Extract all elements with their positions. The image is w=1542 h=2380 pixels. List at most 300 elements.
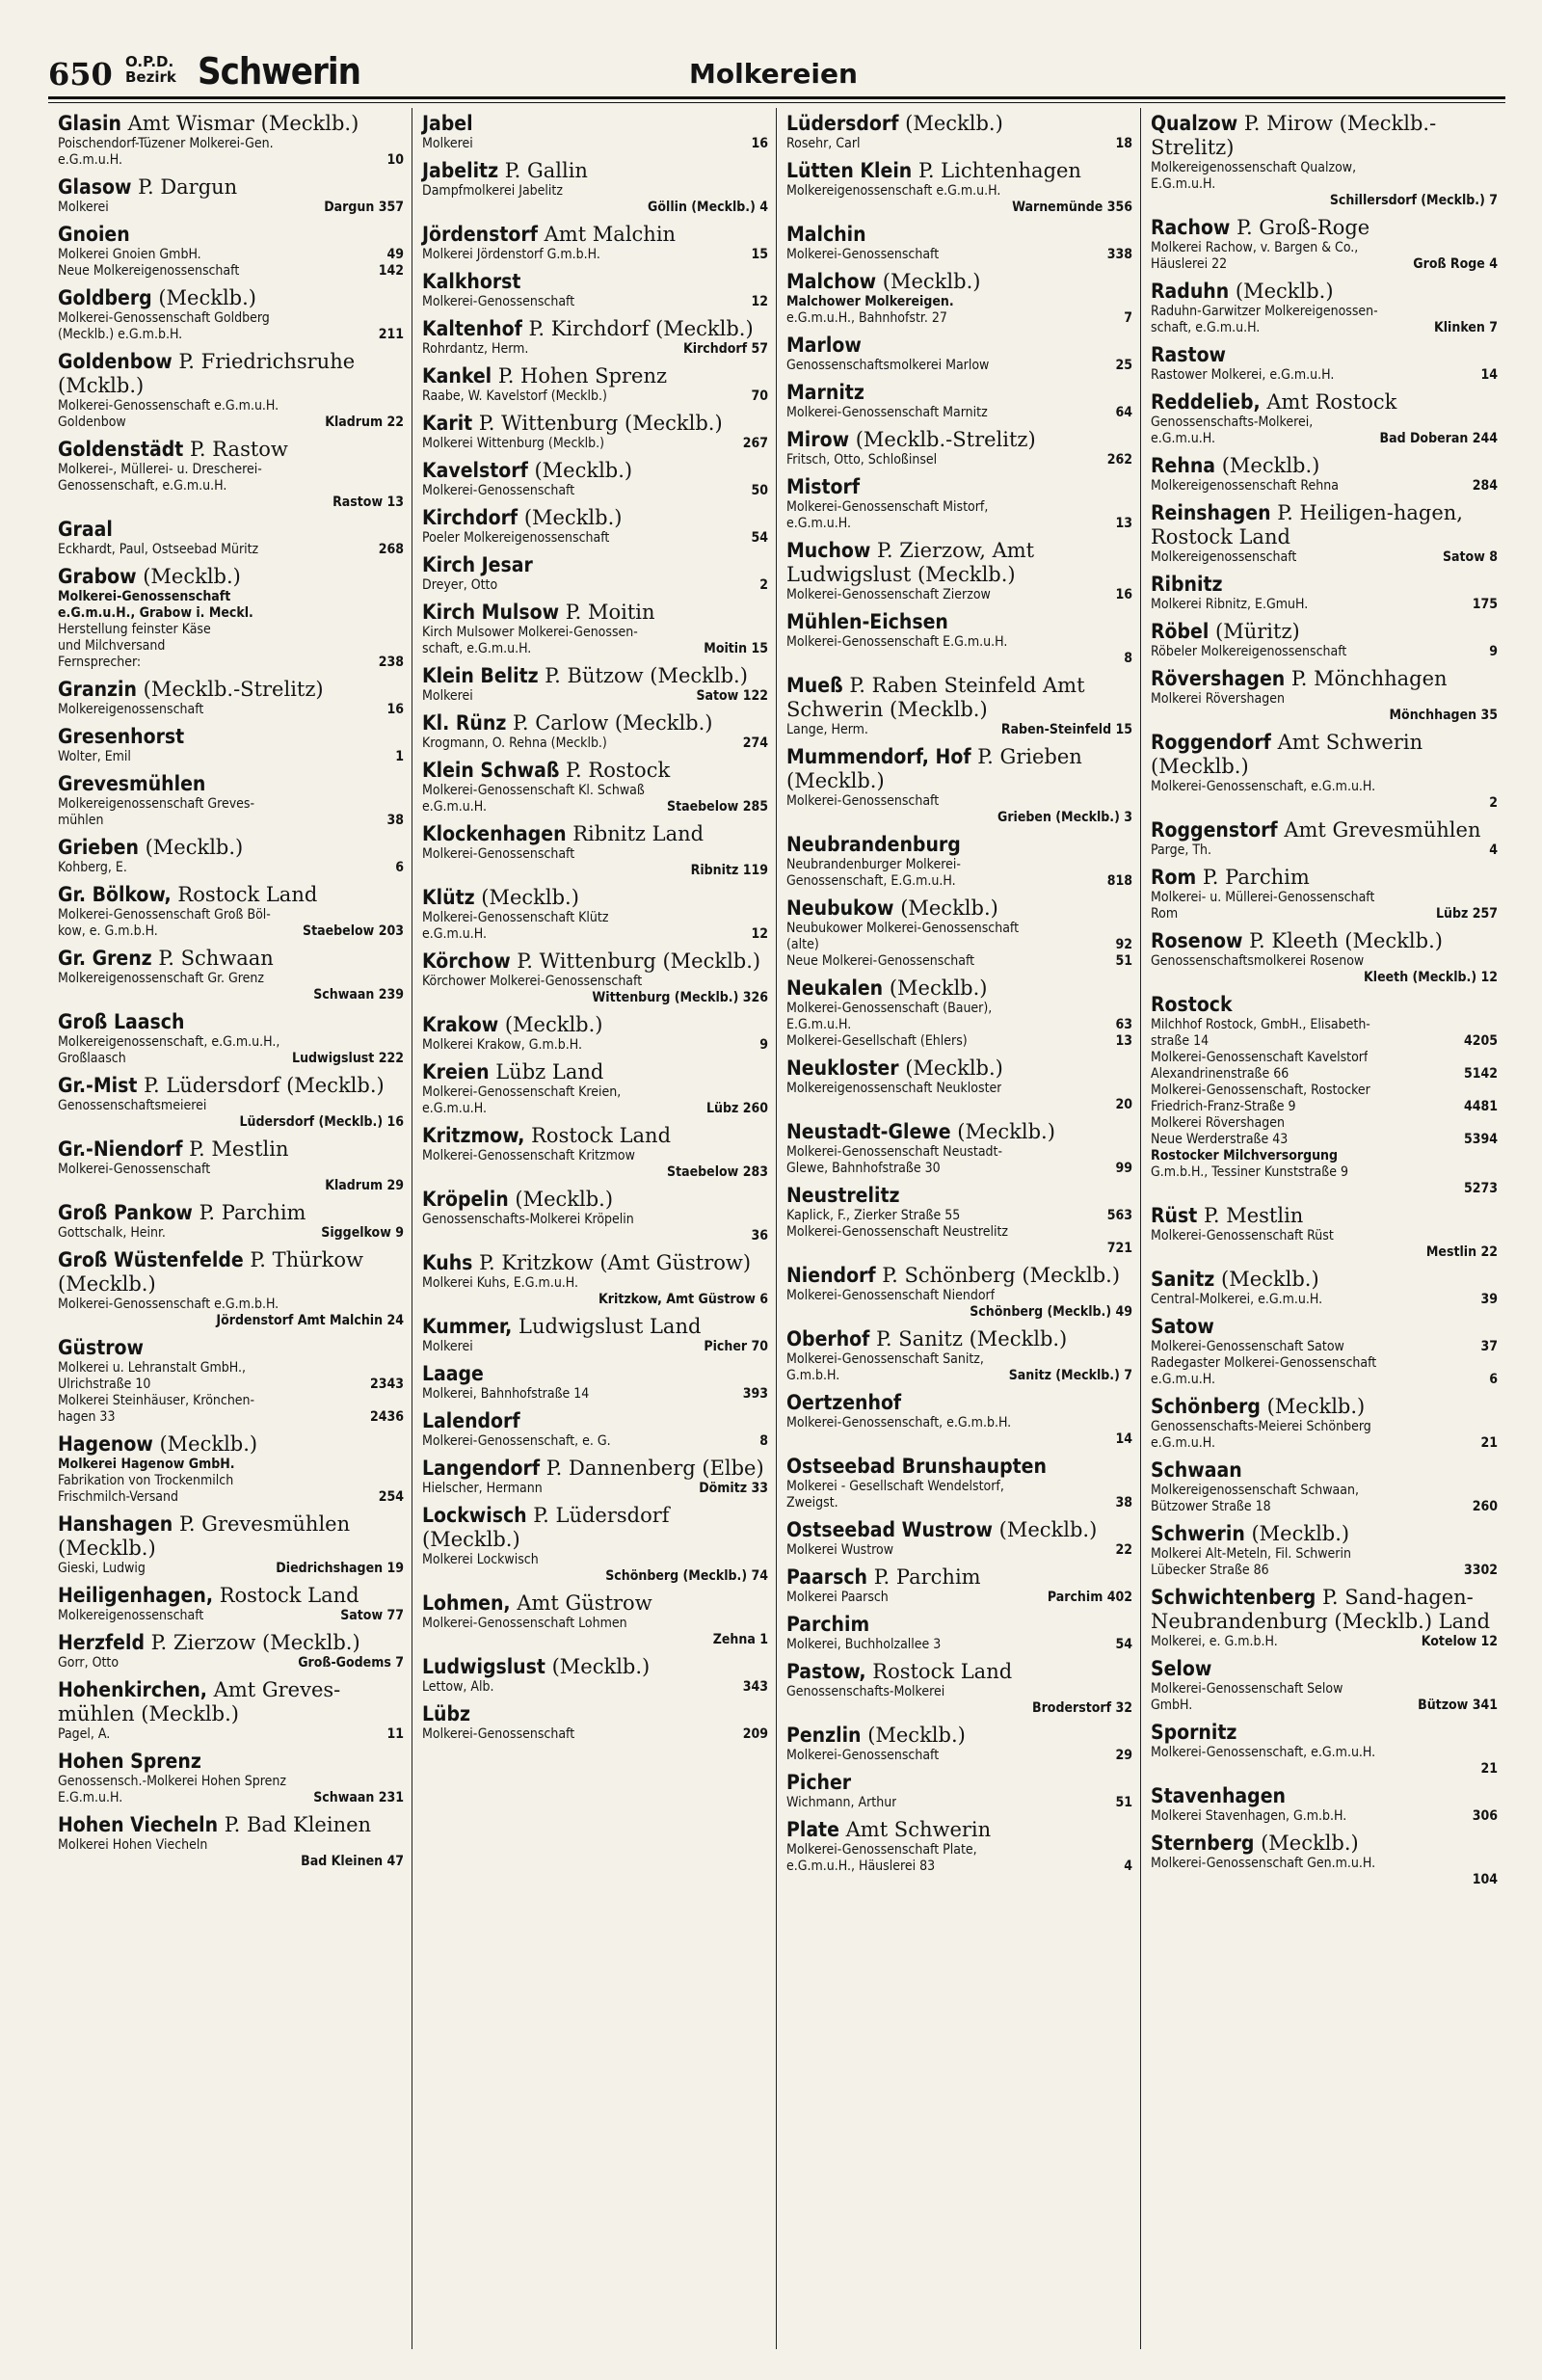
listing-line — [1151, 1681, 1498, 1698]
listing-line — [1151, 1115, 1498, 1132]
postal-info: P. Rostock — [566, 759, 671, 782]
listing-text: Wolter, Emil — [58, 749, 131, 764]
district-label — [125, 54, 176, 85]
entry-heading — [786, 475, 1132, 499]
town-name: Gr.-Mist — [58, 1074, 138, 1097]
listing-line — [786, 953, 1132, 970]
directory-entry — [786, 381, 1132, 421]
listing-line — [422, 436, 768, 452]
phone-number: 8 — [759, 1433, 768, 1449]
listing-text: Molkerei-Genossenschaft — [58, 1162, 211, 1177]
directory-entry — [422, 506, 768, 547]
listing-text: Molkereigenossenschaft Qualzow, — [1151, 160, 1357, 175]
listing-line — [786, 1224, 1132, 1241]
directory-entry — [786, 1455, 1132, 1511]
entry-heading — [1151, 929, 1498, 953]
listing-line — [786, 1684, 1132, 1700]
listing-line — [422, 1148, 768, 1164]
listing-text: Großlaasch — [58, 1051, 126, 1066]
listing-text: Molkerei-Genossenschaft Neustrelitz — [786, 1224, 1008, 1240]
directory-columns — [48, 108, 1505, 2349]
listing-line — [786, 499, 1132, 516]
town-name: Granzin — [58, 678, 137, 701]
listing-text: Molkereigenossenschaft, e.G.m.u.H., — [58, 1034, 280, 1050]
district-label-line2: Bezirk — [125, 68, 176, 86]
listing-text: Molkereigenossenschaft — [1151, 549, 1297, 565]
postal-info: P. Mestlin — [1203, 1204, 1304, 1227]
postal-info: Rostock Land — [531, 1124, 672, 1147]
entry-heading — [422, 711, 768, 735]
town-name: Hanshagen — [58, 1512, 173, 1536]
phone-number: Bad Kleinen 47 — [301, 1854, 404, 1869]
listing-line — [1151, 1634, 1498, 1650]
listing-text: e.G.m.u.H. — [58, 152, 122, 168]
listing-line — [58, 1837, 404, 1854]
directory-entry — [1151, 1268, 1498, 1308]
phone-number: 563 — [1106, 1208, 1132, 1223]
phone-number: Schwaan 239 — [313, 987, 404, 1003]
directory-entry — [1151, 1458, 1498, 1515]
directory-entry — [422, 1315, 768, 1355]
postal-info: (Mecklb.) — [515, 1188, 614, 1211]
listing-line — [786, 405, 1132, 421]
listing-text: Molkerei Hohen Viecheln — [58, 1837, 208, 1853]
entry-heading — [422, 506, 768, 530]
phone-number: 14 — [1480, 367, 1498, 383]
listing-line — [58, 1114, 404, 1131]
town-name: Rehna — [1151, 454, 1216, 477]
listing-text: Molkerei-Genossenschaft — [422, 294, 575, 309]
phone-number: 63 — [1115, 1017, 1132, 1032]
listing-text: Molkerei-Genossenschaft Zierzow — [786, 587, 991, 602]
directory-page — [39, 35, 1513, 2348]
phone-number: 5394 — [1463, 1132, 1498, 1147]
town-name: Gr. Grenz — [58, 947, 152, 970]
listing-text: Neubrandenburger Molkerei- — [786, 857, 961, 872]
entry-heading — [1151, 1721, 1498, 1745]
directory-entry — [786, 334, 1132, 374]
postal-info: (Mecklb.) — [1261, 1832, 1359, 1855]
directory-entry — [58, 1512, 404, 1577]
entry-heading — [786, 159, 1132, 183]
postal-info: Rostock Land — [177, 883, 318, 906]
listing-line — [1151, 1856, 1498, 1872]
entry-heading — [422, 459, 768, 483]
listing-text: Molkerei-Genossenschaft — [422, 1726, 575, 1742]
listing-line — [1151, 1483, 1498, 1499]
listing-text: kow, e. G.m.b.H. — [58, 923, 158, 939]
listing-line — [58, 1162, 404, 1178]
listing-text: Molkerei-Genossenschaft, Rostocker — [1151, 1083, 1370, 1098]
directory-entry — [786, 1327, 1132, 1384]
listing-line — [58, 1051, 404, 1067]
listing-text: Molkerei Alt-Meteln, Fil. Schwerin — [1151, 1546, 1351, 1562]
postal-info: (Mecklb.) — [1221, 1268, 1319, 1291]
entry-heading — [786, 1724, 1132, 1748]
listing-line — [786, 1842, 1132, 1859]
directory-entry — [786, 1613, 1132, 1653]
town-name: Heiligenhagen, — [58, 1584, 214, 1607]
entry-heading — [58, 286, 404, 310]
directory-entry — [58, 1074, 404, 1131]
entry-heading — [58, 678, 404, 702]
listing-line — [1151, 691, 1498, 708]
directory-entry — [1151, 620, 1498, 660]
directory-entry — [786, 1818, 1132, 1875]
listing-text: Molkerei-Genossenschaft — [422, 846, 575, 862]
phone-number: Kladrum 29 — [325, 1178, 404, 1193]
entry-heading — [1151, 1784, 1498, 1808]
entry-heading — [422, 112, 768, 136]
town-name: Rastow — [1151, 343, 1227, 366]
entry-heading — [58, 175, 404, 200]
entry-heading — [786, 270, 1132, 294]
directory-entry — [786, 1056, 1132, 1113]
listing-line — [786, 310, 1132, 327]
directory-entry — [786, 1264, 1132, 1321]
town-name: Ostseebad Brunshaupten — [786, 1455, 1047, 1478]
directory-entry — [58, 286, 404, 343]
entry-heading — [1151, 620, 1498, 644]
listing-text: Zweigst. — [786, 1495, 838, 1511]
town-name: Lübz — [422, 1702, 471, 1725]
entry-heading — [422, 1124, 768, 1148]
listing-line — [422, 1552, 768, 1568]
postal-info: P. Mirow (Mecklb.-Strelitz) — [1151, 112, 1437, 159]
phone-number: 104 — [1472, 1872, 1498, 1887]
listing-line — [1151, 549, 1498, 566]
town-name: Schönberg — [1151, 1395, 1261, 1418]
phone-number: 818 — [1106, 873, 1132, 889]
listing-line — [422, 530, 768, 547]
entry-heading — [422, 159, 768, 183]
entry-heading — [58, 1137, 404, 1162]
phone-number: Lüdersdorf (Mecklb.) 16 — [239, 1114, 404, 1130]
directory-entry — [1151, 390, 1498, 447]
listing-text: Genossenschaftsmeierei — [58, 1098, 207, 1113]
town-name: Niendorf — [786, 1264, 876, 1287]
header-rule-thin — [48, 102, 1505, 103]
phone-number: Warnemünde 356 — [1012, 200, 1132, 215]
entry-heading — [1151, 731, 1498, 779]
entry-heading — [786, 1327, 1132, 1351]
listing-line — [1151, 1033, 1498, 1050]
phone-number: 6 — [1489, 1372, 1498, 1387]
town-name: Gr.-Niendorf — [58, 1137, 183, 1161]
phone-number: 5273 — [1463, 1181, 1498, 1196]
directory-entry — [1151, 112, 1498, 209]
directory-entry — [1151, 573, 1498, 613]
listing-text: e.G.m.u.H., Grabow i. Meckl. — [58, 605, 253, 621]
phone-number: Satow 77 — [340, 1608, 404, 1623]
listing-text: e.G.m.u.H. — [422, 799, 487, 815]
directory-entry — [58, 1336, 404, 1426]
listing-line — [58, 414, 404, 431]
listing-text: Neue Werderstraße 43 — [1151, 1132, 1289, 1147]
postal-info: (Mecklb.) — [867, 1724, 966, 1747]
town-name: Mueß — [786, 674, 843, 697]
phone-number: 49 — [386, 247, 404, 262]
entry-heading — [1151, 454, 1498, 478]
listing-text: hagen 33 — [58, 1409, 116, 1425]
town-name: Roggenstorf — [1151, 818, 1278, 842]
listing-text: Krogmann, O. Rehna (Mecklb.) — [422, 735, 607, 751]
entry-heading — [1151, 866, 1498, 890]
listing-text: Goldenbow — [58, 414, 126, 430]
page-number: 650 — [48, 56, 113, 93]
listing-line — [422, 1212, 768, 1228]
entry-heading — [786, 745, 1132, 793]
listing-text: Molkerei-Genossenschaft E.G.m.u.H. — [786, 634, 1008, 650]
postal-info: (Mecklb.) — [481, 886, 579, 909]
phone-number: Broderstorf 32 — [1031, 1700, 1132, 1716]
town-name: Raduhn — [1151, 280, 1230, 303]
postal-info: P. Carlow (Mecklb.) — [513, 711, 713, 735]
listing-line — [786, 1495, 1132, 1511]
entry-heading — [1151, 216, 1498, 240]
postal-info: (Mecklb.) — [159, 1432, 258, 1456]
listing-line — [422, 1433, 768, 1450]
listing-text: Molkerei Hagenow GmbH. — [58, 1457, 235, 1472]
directory-entry — [422, 822, 768, 879]
entry-heading — [422, 1457, 768, 1481]
phone-number: 7 — [1124, 310, 1132, 326]
listing-text: Genossenschafts-Molkerei, — [1151, 414, 1314, 430]
directory-entry — [1151, 1657, 1498, 1714]
listing-text: Bützower Straße 18 — [1151, 1499, 1271, 1514]
phone-number: 54 — [751, 530, 768, 546]
postal-info: P. Kirchdorf (Mecklb.) — [528, 317, 754, 340]
entry-heading — [786, 1056, 1132, 1081]
listing-line — [58, 605, 404, 622]
postal-info: Ribnitz Land — [572, 822, 705, 845]
directory-entry — [1151, 1721, 1498, 1778]
entry-heading — [422, 886, 768, 910]
directory-entry — [58, 1137, 404, 1194]
directory-entry — [422, 553, 768, 594]
entry-heading — [786, 976, 1132, 1001]
listing-line — [422, 910, 768, 926]
listing-text: Molkerei-Genossenschaft Goldberg — [58, 310, 270, 326]
listing-line — [786, 247, 1132, 263]
listing-line — [58, 263, 404, 280]
phone-number: Kotelow 12 — [1421, 1634, 1498, 1649]
listing-line — [58, 478, 404, 495]
directory-entry — [422, 159, 768, 216]
phone-number: Staebelow 285 — [667, 799, 768, 815]
listing-text: Lübecker Straße 86 — [1151, 1563, 1269, 1578]
directory-entry — [786, 745, 1132, 826]
phone-number: 5142 — [1463, 1066, 1498, 1082]
town-name: Mirow — [786, 428, 850, 451]
listing-line — [422, 388, 768, 405]
listing-text: Hielscher, Hermann — [422, 1481, 543, 1496]
listing-line — [1151, 193, 1498, 209]
town-name: Kritzmow, — [422, 1124, 525, 1147]
listing-text: Wichmann, Arthur — [786, 1795, 897, 1810]
phone-number: 267 — [742, 436, 768, 451]
entry-heading — [786, 381, 1132, 405]
directory-entry — [786, 159, 1132, 216]
listing-line — [422, 1726, 768, 1743]
phone-number: 37 — [1480, 1339, 1498, 1354]
town-name: Schwichtenberg — [1151, 1586, 1316, 1609]
phone-number: Schillersdorf (Mecklb.) 7 — [1329, 193, 1498, 208]
listing-text: Körchower Molkerei-Genossenschaft — [422, 974, 643, 989]
postal-info: Amt Rostock — [1266, 390, 1397, 414]
phone-number: Ludwigslust 222 — [292, 1051, 404, 1066]
town-name: Grabow — [58, 565, 137, 588]
town-name: Laage — [422, 1362, 484, 1385]
listing-text: Molkerei-Genossenschaft Lohmen — [422, 1616, 627, 1631]
entry-heading — [58, 565, 404, 589]
entry-heading — [58, 1631, 404, 1655]
listing-text: G.m.b.H., Tessiner Kunststraße 9 — [1151, 1164, 1348, 1180]
listing-text: Parge, Th. — [1151, 842, 1212, 858]
directory-entry — [422, 1060, 768, 1117]
postal-info: (Mecklb.) — [143, 565, 241, 588]
listing-text: e.G.m.u.H., Häuslerei 83 — [786, 1859, 936, 1874]
entry-heading — [786, 1771, 1132, 1795]
phone-number: Schönberg (Mecklb.) 49 — [970, 1304, 1132, 1320]
listing-line — [1151, 1066, 1498, 1083]
listing-text: Molkerei Jördenstorf G.m.b.H. — [422, 247, 600, 262]
entry-heading — [1151, 390, 1498, 414]
town-name: Glasow — [58, 175, 132, 199]
listing-line — [1151, 779, 1498, 795]
phone-number: Picher 70 — [704, 1339, 768, 1354]
listing-line — [1151, 1372, 1498, 1388]
listing-text: Molkerei-Genossenschaft — [786, 793, 940, 809]
town-name: Jördenstorf — [422, 223, 538, 246]
town-name: Paarsch — [786, 1565, 867, 1589]
phone-number: 343 — [742, 1679, 768, 1695]
listing-text: schaft, e.G.m.u.H. — [1151, 320, 1261, 335]
directory-entry — [58, 1813, 404, 1870]
entry-heading — [786, 1818, 1132, 1842]
listing-text: Rohrdantz, Herm. — [422, 341, 529, 357]
entry-heading — [58, 1010, 404, 1034]
postal-info: (Mecklb.-Strelitz) — [855, 428, 1036, 451]
postal-info: (Mecklb.) — [900, 896, 998, 920]
listing-line — [786, 1081, 1132, 1097]
entry-heading — [58, 223, 404, 247]
listing-line — [786, 1415, 1132, 1431]
listing-line — [58, 136, 404, 152]
postal-info: (Mecklb.) — [882, 270, 981, 293]
postal-info: P. Zierzow, Amt Ludwigslust (Mecklb.) — [786, 539, 1035, 586]
entry-heading — [422, 1315, 768, 1339]
directory-entry — [422, 364, 768, 405]
listing-line — [786, 1001, 1132, 1017]
page-header — [39, 35, 1513, 93]
town-name: Ribnitz — [1151, 573, 1223, 596]
postal-info: (Mecklb.) — [145, 836, 244, 859]
listing-text: Raabe, W. Kavelstorf (Mecklb.) — [422, 388, 607, 404]
listing-line — [58, 638, 404, 655]
entry-heading — [58, 1074, 404, 1098]
phone-number: 39 — [1480, 1292, 1498, 1307]
postal-info: P. Parchim — [1202, 866, 1310, 889]
listing-line — [1151, 1563, 1498, 1579]
listing-text: Molkerei Gnoien GmbH. — [58, 247, 201, 262]
listing-line — [1151, 1546, 1498, 1563]
town-name: Rachow — [1151, 216, 1231, 239]
phone-number: 92 — [1115, 937, 1132, 952]
listing-text: Molkerei - Gesellschaft Wendelstorf, — [786, 1479, 1004, 1494]
listing-text: Molkerei-Genossenschaft Kritzmow — [422, 1148, 635, 1163]
town-name: Gnoien — [58, 223, 130, 246]
town-name: Kummer, — [422, 1315, 513, 1338]
phone-number: Grieben (Mecklb.) 3 — [997, 810, 1132, 825]
listing-text: Molkerei-Genossenschaft Mistorf, — [786, 499, 989, 515]
directory-entry — [422, 1251, 768, 1308]
listing-line — [58, 200, 404, 216]
listing-text: Gorr, Otto — [58, 1655, 120, 1671]
listing-line — [786, 1368, 1132, 1384]
directory-entry — [1151, 866, 1498, 923]
listing-line — [422, 247, 768, 263]
phone-number: 15 — [751, 247, 768, 262]
phone-number: Klinken 7 — [1433, 320, 1498, 335]
directory-entry — [786, 539, 1132, 603]
listing-text: Molkerei- u. Müllerei-Genossenschaft — [1151, 890, 1375, 905]
entry-heading — [422, 822, 768, 846]
town-name: Körchow — [422, 949, 511, 973]
town-name: Klütz — [422, 886, 475, 909]
listing-text: Molkerei-Genossenschaft Plate, — [786, 1842, 977, 1858]
listing-text: Genossenschaftsmolkerei Rosenow — [1151, 953, 1365, 969]
entry-heading — [1151, 1522, 1498, 1546]
town-name: Rom — [1151, 866, 1197, 889]
postal-info: (Mecklb.-Strelitz) — [143, 678, 324, 701]
phone-number: 274 — [742, 735, 768, 751]
town-name: Groß Laasch — [58, 1010, 185, 1033]
listing-text: Molkerei-Genossenschaft Niendorf — [786, 1288, 996, 1303]
listing-text: Molkerei Rachow, v. Bargen & Co., — [1151, 240, 1359, 255]
listing-line — [58, 1178, 404, 1194]
directory-entry — [422, 759, 768, 816]
listing-text: e.G.m.u.H., Bahnhofstr. 27 — [786, 310, 947, 326]
entry-heading — [422, 1702, 768, 1726]
postal-info: P. Gallin — [504, 159, 588, 182]
listing-line — [58, 971, 404, 987]
phone-number: 38 — [1115, 1495, 1132, 1511]
directory-entry — [58, 1631, 404, 1671]
listing-text: E.G.m.u.H. — [1151, 176, 1216, 192]
postal-info: (Mecklb.) — [998, 1518, 1098, 1541]
town-name: Reddelieb, — [1151, 390, 1261, 414]
town-name: Marnitz — [786, 381, 864, 404]
town-name: Rüst — [1151, 1204, 1198, 1227]
listing-line — [58, 1393, 404, 1409]
directory-entry — [1151, 216, 1498, 273]
header-rule-thick — [48, 96, 1505, 99]
directory-entry — [1151, 818, 1498, 859]
directory-entry — [422, 112, 768, 152]
listing-text: schaft, e.G.m.u.H. — [422, 641, 532, 656]
listing-line — [1151, 304, 1498, 320]
phone-number: 21 — [1480, 1761, 1498, 1777]
postal-info: P. Sand-hagen-Neubrandenburg (Mecklb.) Land — [1151, 1586, 1491, 1633]
listing-text: Genossensch.-Molkerei Hohen Sprenz — [58, 1774, 286, 1789]
town-name: Pastow, — [786, 1660, 866, 1683]
entry-heading — [1151, 1832, 1498, 1856]
directory-entry — [786, 475, 1132, 532]
entry-heading — [786, 1518, 1132, 1542]
postal-info: (Mecklb.) — [889, 976, 988, 1000]
entry-heading — [786, 1391, 1132, 1415]
